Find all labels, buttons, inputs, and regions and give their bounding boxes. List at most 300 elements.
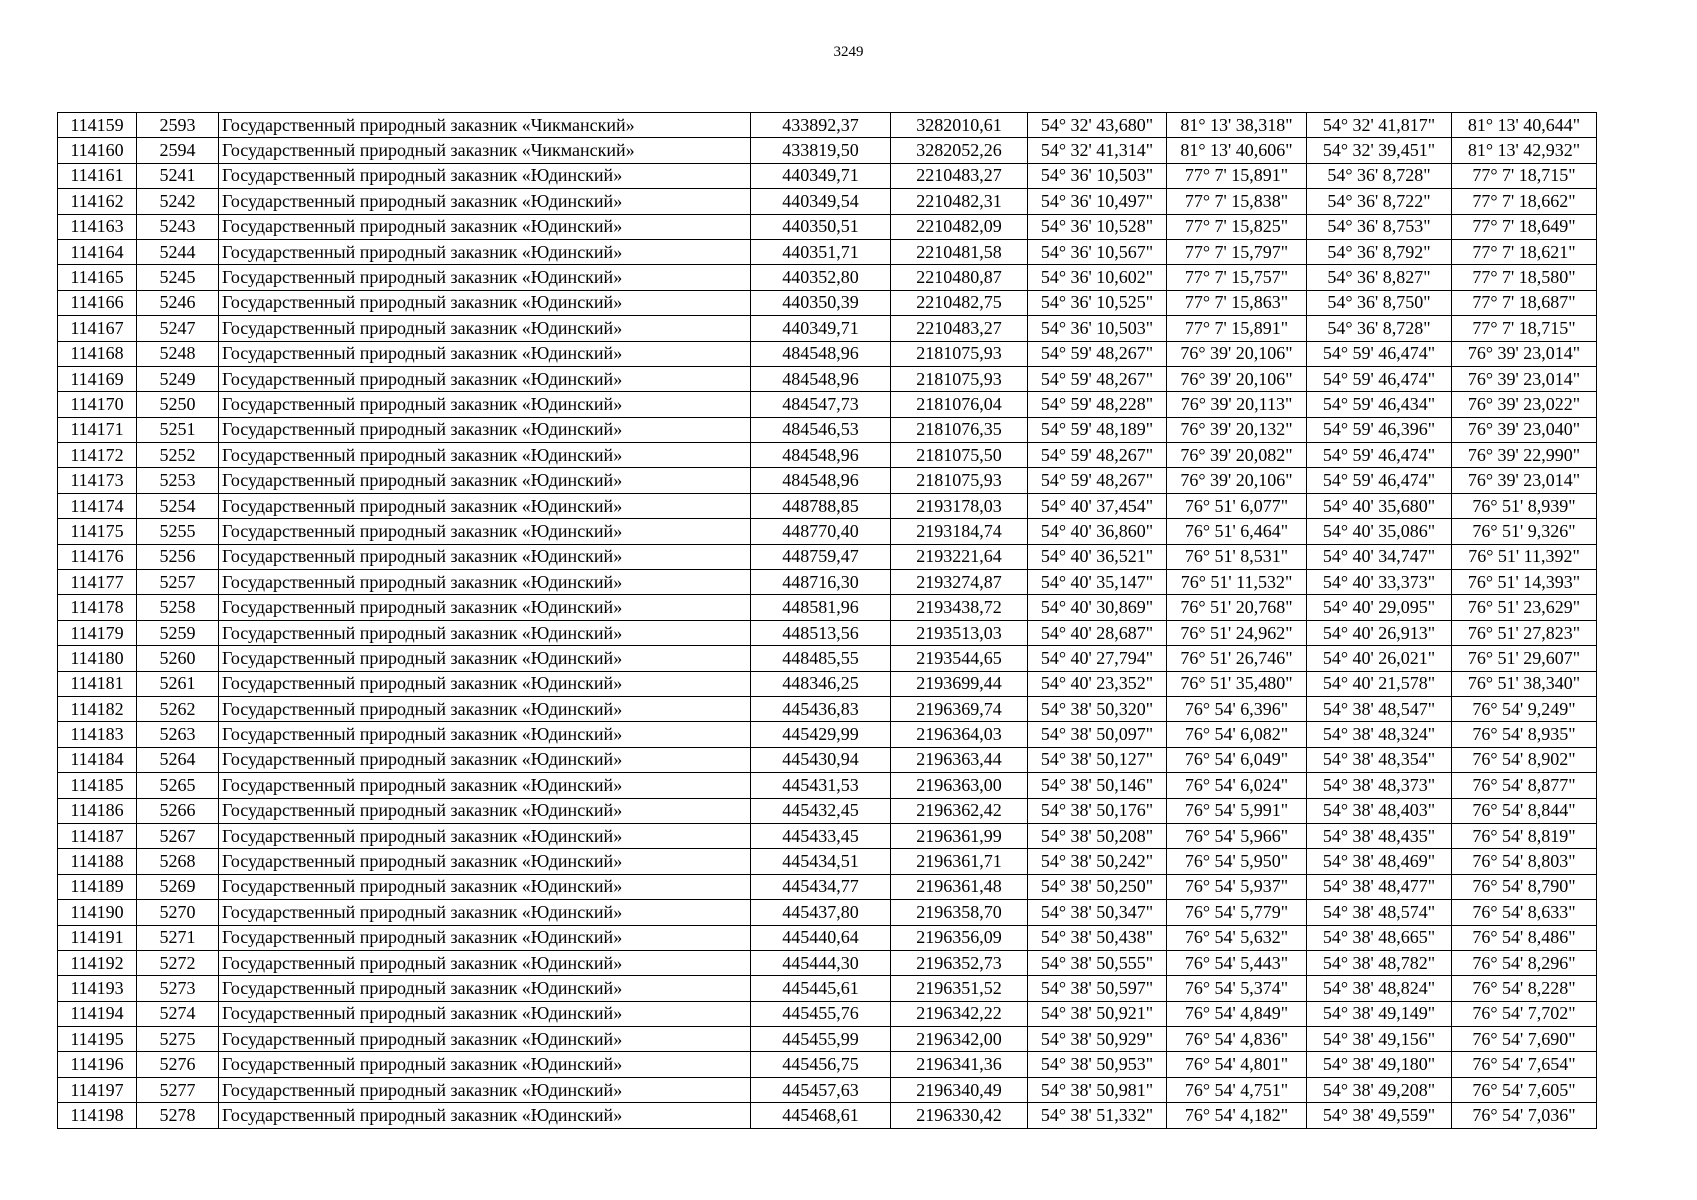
- point-number-cell: 5254: [137, 493, 219, 518]
- table-row: [58, 1001, 1597, 1026]
- y-coordinate-cell: 2193184,74: [891, 519, 1028, 544]
- y-coordinate-cell: 3282010,61: [891, 113, 1028, 138]
- x-coordinate-cell: 448581,96: [751, 595, 891, 620]
- point-number-cell: 5244: [137, 239, 219, 264]
- reserve-name-cell: Государственный природный заказник «Юдинский»: [219, 823, 751, 848]
- point-number-cell: 5243: [137, 214, 219, 239]
- reserve-name-cell: Государственный природный заказник «Юдинский»: [219, 646, 751, 671]
- latitude-2-cell: 54° 38' 48,665": [1307, 925, 1452, 950]
- x-coordinate-cell: 445457,63: [751, 1077, 891, 1102]
- table-row: [58, 976, 1597, 1001]
- latitude-2-cell: 54° 40' 35,680": [1307, 493, 1452, 518]
- longitude-2-cell: 76° 54' 8,790": [1452, 874, 1597, 899]
- y-coordinate-cell: 2196364,03: [891, 722, 1028, 747]
- x-coordinate-cell: 484548,96: [751, 341, 891, 366]
- x-coordinate-cell: 440349,71: [751, 163, 891, 188]
- record-id-cell: 114180: [58, 646, 137, 671]
- page-number: 3249: [833, 44, 864, 60]
- y-coordinate-cell: 2196341,36: [891, 1052, 1028, 1077]
- longitude-1-cell: 76° 54' 6,082": [1167, 722, 1307, 747]
- x-coordinate-cell: 445429,99: [751, 722, 891, 747]
- x-coordinate-cell: 440351,71: [751, 239, 891, 264]
- record-id-cell: 114190: [58, 900, 137, 925]
- longitude-1-cell: 76° 54' 5,374": [1167, 976, 1307, 1001]
- latitude-1-cell: 54° 40' 35,147": [1028, 570, 1167, 595]
- latitude-2-cell: 54° 38' 49,180": [1307, 1052, 1452, 1077]
- longitude-2-cell: 77° 7' 18,580": [1452, 265, 1597, 290]
- reserve-name-cell: Государственный природный заказник «Юдинский»: [219, 493, 751, 518]
- y-coordinate-cell: 2196363,00: [891, 773, 1028, 798]
- reserve-name-cell: Государственный природный заказник «Юдинский»: [219, 290, 751, 315]
- table-row: [58, 570, 1597, 595]
- latitude-2-cell: 54° 38' 48,435": [1307, 823, 1452, 848]
- latitude-2-cell: 54° 38' 48,574": [1307, 900, 1452, 925]
- x-coordinate-cell: 445456,75: [751, 1052, 891, 1077]
- latitude-2-cell: 54° 40' 29,095": [1307, 595, 1452, 620]
- longitude-1-cell: 76° 54' 5,779": [1167, 900, 1307, 925]
- reserve-name-cell: Государственный природный заказник «Юдинский»: [219, 595, 751, 620]
- longitude-1-cell: 76° 51' 8,531": [1167, 544, 1307, 569]
- reserve-name-cell: Государственный природный заказник «Юдинский»: [219, 976, 751, 1001]
- table-row: [58, 874, 1597, 899]
- table-row: [58, 620, 1597, 645]
- latitude-1-cell: 54° 32' 43,680": [1028, 113, 1167, 138]
- x-coordinate-cell: 445436,83: [751, 696, 891, 721]
- reserve-name-cell: Государственный природный заказник «Юдинский»: [219, 341, 751, 366]
- record-id-cell: 114195: [58, 1027, 137, 1052]
- table-row: [58, 366, 1597, 391]
- y-coordinate-cell: 2196361,71: [891, 849, 1028, 874]
- table-row: [58, 493, 1597, 518]
- y-coordinate-cell: 2193513,03: [891, 620, 1028, 645]
- latitude-1-cell: 54° 38' 50,250": [1028, 874, 1167, 899]
- y-coordinate-cell: 2210483,27: [891, 316, 1028, 341]
- table-row: [58, 1052, 1597, 1077]
- reserve-name-cell: Государственный природный заказник «Юдинский»: [219, 925, 751, 950]
- x-coordinate-cell: 445431,53: [751, 773, 891, 798]
- longitude-2-cell: 76° 54' 8,486": [1452, 925, 1597, 950]
- reserve-name-cell: Государственный природный заказник «Юдинский»: [219, 798, 751, 823]
- y-coordinate-cell: 2181076,04: [891, 392, 1028, 417]
- point-number-cell: 5274: [137, 1001, 219, 1026]
- longitude-1-cell: 76° 51' 20,768": [1167, 595, 1307, 620]
- table-row: [58, 519, 1597, 544]
- reserve-name-cell: Государственный природный заказник «Юдинский»: [219, 443, 751, 468]
- x-coordinate-cell: 448346,25: [751, 671, 891, 696]
- reserve-name-cell: Государственный природный заказник «Юдинский»: [219, 747, 751, 772]
- longitude-1-cell: 76° 54' 4,836": [1167, 1027, 1307, 1052]
- x-coordinate-cell: 445433,45: [751, 823, 891, 848]
- record-id-cell: 114191: [58, 925, 137, 950]
- x-coordinate-cell: 433892,37: [751, 113, 891, 138]
- point-number-cell: 5264: [137, 747, 219, 772]
- longitude-2-cell: 76° 39' 22,990": [1452, 443, 1597, 468]
- table-row: [58, 595, 1597, 620]
- table-row: [58, 443, 1597, 468]
- latitude-1-cell: 54° 40' 37,454": [1028, 493, 1167, 518]
- record-id-cell: 114186: [58, 798, 137, 823]
- reserve-name-cell: Государственный природный заказник «Юдинский»: [219, 163, 751, 188]
- y-coordinate-cell: 2196361,99: [891, 823, 1028, 848]
- reserve-name-cell: Государственный природный заказник «Юдинский»: [219, 950, 751, 975]
- point-number-cell: 5263: [137, 722, 219, 747]
- longitude-1-cell: 77° 7' 15,891": [1167, 163, 1307, 188]
- latitude-2-cell: 54° 59' 46,474": [1307, 341, 1452, 366]
- longitude-2-cell: 76° 39' 23,014": [1452, 341, 1597, 366]
- latitude-2-cell: 54° 38' 48,547": [1307, 696, 1452, 721]
- reserve-name-cell: Государственный природный заказник «Юдинский»: [219, 849, 751, 874]
- reserve-name-cell: Государственный природный заказник «Юдинский»: [219, 417, 751, 442]
- latitude-1-cell: 54° 38' 50,176": [1028, 798, 1167, 823]
- longitude-2-cell: 77° 7' 18,687": [1452, 290, 1597, 315]
- latitude-2-cell: 54° 38' 48,403": [1307, 798, 1452, 823]
- longitude-2-cell: 76° 51' 8,939": [1452, 493, 1597, 518]
- point-number-cell: 5246: [137, 290, 219, 315]
- table-row: [58, 722, 1597, 747]
- x-coordinate-cell: 445434,51: [751, 849, 891, 874]
- longitude-2-cell: 76° 39' 23,014": [1452, 366, 1597, 391]
- x-coordinate-cell: 445455,76: [751, 1001, 891, 1026]
- latitude-1-cell: 54° 38' 50,981": [1028, 1077, 1167, 1102]
- y-coordinate-cell: 2196369,74: [891, 696, 1028, 721]
- longitude-1-cell: 77° 7' 15,757": [1167, 265, 1307, 290]
- record-id-cell: 114168: [58, 341, 137, 366]
- reserve-name-cell: Государственный природный заказник «Юдинский»: [219, 189, 751, 214]
- longitude-1-cell: 81° 13' 38,318": [1167, 113, 1307, 138]
- latitude-2-cell: 54° 40' 33,373": [1307, 570, 1452, 595]
- point-number-cell: 5258: [137, 595, 219, 620]
- latitude-2-cell: 54° 36' 8,753": [1307, 214, 1452, 239]
- x-coordinate-cell: 484548,96: [751, 443, 891, 468]
- y-coordinate-cell: 2181075,93: [891, 341, 1028, 366]
- record-id-cell: 114173: [58, 468, 137, 493]
- latitude-1-cell: 54° 36' 10,525": [1028, 290, 1167, 315]
- point-number-cell: 5266: [137, 798, 219, 823]
- table-row: [58, 900, 1597, 925]
- table-row: [58, 773, 1597, 798]
- longitude-1-cell: 77° 7' 15,838": [1167, 189, 1307, 214]
- longitude-2-cell: 76° 54' 8,877": [1452, 773, 1597, 798]
- reserve-name-cell: Государственный природный заказник «Юдинский»: [219, 468, 751, 493]
- point-number-cell: 5245: [137, 265, 219, 290]
- x-coordinate-cell: 440349,54: [751, 189, 891, 214]
- record-id-cell: 114161: [58, 163, 137, 188]
- y-coordinate-cell: 2193221,64: [891, 544, 1028, 569]
- latitude-2-cell: 54° 36' 8,750": [1307, 290, 1452, 315]
- longitude-1-cell: 76° 54' 4,182": [1167, 1103, 1307, 1128]
- latitude-2-cell: 54° 59' 46,474": [1307, 443, 1452, 468]
- record-id-cell: 114178: [58, 595, 137, 620]
- record-id-cell: 114175: [58, 519, 137, 544]
- longitude-2-cell: 76° 51' 38,340": [1452, 671, 1597, 696]
- record-id-cell: 114171: [58, 417, 137, 442]
- table-row: [58, 468, 1597, 493]
- record-id-cell: 114189: [58, 874, 137, 899]
- longitude-2-cell: 77° 7' 18,715": [1452, 316, 1597, 341]
- longitude-1-cell: 77° 7' 15,863": [1167, 290, 1307, 315]
- reserve-name-cell: Государственный природный заказник «Юдинский»: [219, 671, 751, 696]
- latitude-2-cell: 54° 59' 46,474": [1307, 468, 1452, 493]
- latitude-2-cell: 54° 40' 35,086": [1307, 519, 1452, 544]
- x-coordinate-cell: 484546,53: [751, 417, 891, 442]
- latitude-1-cell: 54° 38' 50,953": [1028, 1052, 1167, 1077]
- longitude-1-cell: 77° 7' 15,825": [1167, 214, 1307, 239]
- y-coordinate-cell: 2193178,03: [891, 493, 1028, 518]
- reserve-name-cell: Государственный природный заказник «Юдинский»: [219, 722, 751, 747]
- x-coordinate-cell: 484548,96: [751, 468, 891, 493]
- latitude-1-cell: 54° 40' 36,860": [1028, 519, 1167, 544]
- point-number-cell: 5252: [137, 443, 219, 468]
- latitude-2-cell: 54° 38' 48,354": [1307, 747, 1452, 772]
- table-row: [58, 798, 1597, 823]
- x-coordinate-cell: 448759,47: [751, 544, 891, 569]
- point-number-cell: 5253: [137, 468, 219, 493]
- y-coordinate-cell: 2196351,52: [891, 976, 1028, 1001]
- longitude-1-cell: 76° 39' 20,132": [1167, 417, 1307, 442]
- record-id-cell: 114193: [58, 976, 137, 1001]
- longitude-2-cell: 76° 39' 23,040": [1452, 417, 1597, 442]
- table-row: [58, 1027, 1597, 1052]
- record-id-cell: 114182: [58, 696, 137, 721]
- record-id-cell: 114170: [58, 392, 137, 417]
- latitude-2-cell: 54° 38' 48,824": [1307, 976, 1452, 1001]
- y-coordinate-cell: 2196340,49: [891, 1077, 1028, 1102]
- longitude-1-cell: 76° 54' 6,024": [1167, 773, 1307, 798]
- x-coordinate-cell: 448788,85: [751, 493, 891, 518]
- reserve-name-cell: Государственный природный заказник «Юдинский»: [219, 1001, 751, 1026]
- table-row: [58, 341, 1597, 366]
- x-coordinate-cell: 445455,99: [751, 1027, 891, 1052]
- table-row: [58, 392, 1597, 417]
- latitude-2-cell: 54° 40' 34,747": [1307, 544, 1452, 569]
- table-row: [58, 113, 1597, 138]
- reserve-name-cell: Государственный природный заказник «Юдинский»: [219, 570, 751, 595]
- point-number-cell: 5270: [137, 900, 219, 925]
- point-number-cell: 5251: [137, 417, 219, 442]
- x-coordinate-cell: 484547,73: [751, 392, 891, 417]
- longitude-2-cell: 81° 13' 42,932": [1452, 138, 1597, 163]
- latitude-2-cell: 54° 36' 8,827": [1307, 265, 1452, 290]
- point-number-cell: 5248: [137, 341, 219, 366]
- record-id-cell: 114165: [58, 265, 137, 290]
- latitude-1-cell: 54° 32' 41,314": [1028, 138, 1167, 163]
- y-coordinate-cell: 3282052,26: [891, 138, 1028, 163]
- latitude-2-cell: 54° 40' 21,578": [1307, 671, 1452, 696]
- x-coordinate-cell: 440352,80: [751, 265, 891, 290]
- longitude-1-cell: 76° 54' 5,937": [1167, 874, 1307, 899]
- longitude-1-cell: 76° 39' 20,082": [1167, 443, 1307, 468]
- record-id-cell: 114169: [58, 366, 137, 391]
- latitude-1-cell: 54° 38' 50,146": [1028, 773, 1167, 798]
- latitude-2-cell: 54° 38' 48,782": [1307, 950, 1452, 975]
- latitude-2-cell: 54° 59' 46,474": [1307, 366, 1452, 391]
- longitude-2-cell: 76° 51' 14,393": [1452, 570, 1597, 595]
- y-coordinate-cell: 2196356,09: [891, 925, 1028, 950]
- table-row: [58, 239, 1597, 264]
- table-row: [58, 265, 1597, 290]
- record-id-cell: 114172: [58, 443, 137, 468]
- longitude-1-cell: 76° 54' 4,801": [1167, 1052, 1307, 1077]
- longitude-2-cell: 76° 54' 7,605": [1452, 1077, 1597, 1102]
- longitude-2-cell: 76° 54' 7,654": [1452, 1052, 1597, 1077]
- record-id-cell: 114196: [58, 1052, 137, 1077]
- latitude-2-cell: 54° 36' 8,728": [1307, 163, 1452, 188]
- point-number-cell: 5262: [137, 696, 219, 721]
- longitude-2-cell: 76° 51' 9,326": [1452, 519, 1597, 544]
- longitude-2-cell: 76° 54' 8,228": [1452, 976, 1597, 1001]
- latitude-1-cell: 54° 38' 50,555": [1028, 950, 1167, 975]
- point-number-cell: 5265: [137, 773, 219, 798]
- reserve-name-cell: Государственный природный заказник «Юдинский»: [219, 265, 751, 290]
- x-coordinate-cell: 445430,94: [751, 747, 891, 772]
- longitude-2-cell: 76° 54' 8,844": [1452, 798, 1597, 823]
- record-id-cell: 114198: [58, 1103, 137, 1128]
- point-number-cell: 5249: [137, 366, 219, 391]
- reserve-name-cell: Государственный природный заказник «Юдинский»: [219, 874, 751, 899]
- longitude-2-cell: 76° 54' 9,249": [1452, 696, 1597, 721]
- table-row: [58, 747, 1597, 772]
- latitude-1-cell: 54° 38' 50,438": [1028, 925, 1167, 950]
- longitude-2-cell: 76° 54' 8,902": [1452, 747, 1597, 772]
- reserve-name-cell: Государственный природный заказник «Юдинский»: [219, 620, 751, 645]
- table-row: [58, 1077, 1597, 1102]
- record-id-cell: 114188: [58, 849, 137, 874]
- longitude-2-cell: 76° 51' 29,607": [1452, 646, 1597, 671]
- record-id-cell: 114194: [58, 1001, 137, 1026]
- point-number-cell: 5273: [137, 976, 219, 1001]
- latitude-1-cell: 54° 36' 10,503": [1028, 316, 1167, 341]
- table-row: [58, 214, 1597, 239]
- latitude-1-cell: 54° 38' 51,332": [1028, 1103, 1167, 1128]
- record-id-cell: 114159: [58, 113, 137, 138]
- y-coordinate-cell: 2210481,58: [891, 239, 1028, 264]
- longitude-2-cell: 76° 54' 7,690": [1452, 1027, 1597, 1052]
- x-coordinate-cell: 484548,96: [751, 366, 891, 391]
- latitude-2-cell: 54° 36' 8,722": [1307, 189, 1452, 214]
- x-coordinate-cell: 445468,61: [751, 1103, 891, 1128]
- reserve-name-cell: Государственный природный заказник «Юдинский»: [219, 773, 751, 798]
- longitude-1-cell: 76° 54' 4,849": [1167, 1001, 1307, 1026]
- longitude-1-cell: 76° 51' 24,962": [1167, 620, 1307, 645]
- point-number-cell: 5242: [137, 189, 219, 214]
- point-number-cell: 2593: [137, 113, 219, 138]
- y-coordinate-cell: 2193274,87: [891, 570, 1028, 595]
- table-row: [58, 138, 1597, 163]
- reserve-name-cell: Государственный природный заказник «Юдинский»: [219, 519, 751, 544]
- longitude-2-cell: 76° 54' 8,803": [1452, 849, 1597, 874]
- record-id-cell: 114176: [58, 544, 137, 569]
- reserve-name-cell: Государственный природный заказник «Юдинский»: [219, 316, 751, 341]
- longitude-1-cell: 76° 51' 6,077": [1167, 493, 1307, 518]
- longitude-2-cell: 76° 39' 23,022": [1452, 392, 1597, 417]
- longitude-2-cell: 76° 54' 8,935": [1452, 722, 1597, 747]
- table-row: [58, 544, 1597, 569]
- longitude-2-cell: 76° 39' 23,014": [1452, 468, 1597, 493]
- latitude-1-cell: 54° 38' 50,242": [1028, 849, 1167, 874]
- record-id-cell: 114197: [58, 1077, 137, 1102]
- latitude-1-cell: 54° 40' 28,687": [1028, 620, 1167, 645]
- record-id-cell: 114164: [58, 239, 137, 264]
- latitude-1-cell: 54° 36' 10,528": [1028, 214, 1167, 239]
- y-coordinate-cell: 2210482,09: [891, 214, 1028, 239]
- latitude-1-cell: 54° 38' 50,208": [1028, 823, 1167, 848]
- longitude-2-cell: 76° 51' 23,629": [1452, 595, 1597, 620]
- longitude-2-cell: 76° 54' 8,633": [1452, 900, 1597, 925]
- longitude-1-cell: 76° 39' 20,113": [1167, 392, 1307, 417]
- reserve-name-cell: Государственный природный заказник «Юдинский»: [219, 366, 751, 391]
- record-id-cell: 114167: [58, 316, 137, 341]
- point-number-cell: 5275: [137, 1027, 219, 1052]
- record-id-cell: 114166: [58, 290, 137, 315]
- reserve-name-cell: Государственный природный заказник «Юдинский»: [219, 1103, 751, 1128]
- point-number-cell: 5250: [137, 392, 219, 417]
- x-coordinate-cell: 433819,50: [751, 138, 891, 163]
- longitude-1-cell: 77° 7' 15,891": [1167, 316, 1307, 341]
- latitude-2-cell: 54° 38' 49,156": [1307, 1027, 1452, 1052]
- longitude-1-cell: 76° 54' 5,950": [1167, 849, 1307, 874]
- longitude-2-cell: 76° 54' 8,296": [1452, 950, 1597, 975]
- point-number-cell: 5261: [137, 671, 219, 696]
- latitude-1-cell: 54° 40' 30,869": [1028, 595, 1167, 620]
- x-coordinate-cell: 445444,30: [751, 950, 891, 975]
- record-id-cell: 114181: [58, 671, 137, 696]
- latitude-2-cell: 54° 40' 26,913": [1307, 620, 1452, 645]
- y-coordinate-cell: 2181075,93: [891, 366, 1028, 391]
- latitude-2-cell: 54° 32' 39,451": [1307, 138, 1452, 163]
- point-number-cell: 5257: [137, 570, 219, 595]
- reserve-name-cell: Государственный природный заказник «Юдинский»: [219, 392, 751, 417]
- record-id-cell: 114179: [58, 620, 137, 645]
- record-id-cell: 114187: [58, 823, 137, 848]
- x-coordinate-cell: 448770,40: [751, 519, 891, 544]
- y-coordinate-cell: 2193544,65: [891, 646, 1028, 671]
- y-coordinate-cell: 2193438,72: [891, 595, 1028, 620]
- latitude-1-cell: 54° 59' 48,189": [1028, 417, 1167, 442]
- reserve-name-cell: Государственный природный заказник «Чикманский»: [219, 138, 751, 163]
- coordinates-table: [57, 112, 1597, 1129]
- point-number-cell: 5269: [137, 874, 219, 899]
- reserve-name-cell: Государственный природный заказник «Юдинский»: [219, 1077, 751, 1102]
- latitude-1-cell: 54° 36' 10,602": [1028, 265, 1167, 290]
- latitude-2-cell: 54° 36' 8,792": [1307, 239, 1452, 264]
- latitude-1-cell: 54° 38' 50,127": [1028, 747, 1167, 772]
- latitude-2-cell: 54° 38' 48,477": [1307, 874, 1452, 899]
- longitude-2-cell: 76° 51' 11,392": [1452, 544, 1597, 569]
- latitude-1-cell: 54° 38' 50,597": [1028, 976, 1167, 1001]
- y-coordinate-cell: 2181075,93: [891, 468, 1028, 493]
- point-number-cell: 5259: [137, 620, 219, 645]
- latitude-1-cell: 54° 40' 36,521": [1028, 544, 1167, 569]
- longitude-2-cell: 77° 7' 18,649": [1452, 214, 1597, 239]
- point-number-cell: 5277: [137, 1077, 219, 1102]
- x-coordinate-cell: 445434,77: [751, 874, 891, 899]
- latitude-2-cell: 54° 38' 49,149": [1307, 1001, 1452, 1026]
- x-coordinate-cell: 440350,39: [751, 290, 891, 315]
- table-row: [58, 163, 1597, 188]
- longitude-2-cell: 77° 7' 18,715": [1452, 163, 1597, 188]
- latitude-1-cell: 54° 38' 50,921": [1028, 1001, 1167, 1026]
- x-coordinate-cell: 440349,71: [751, 316, 891, 341]
- reserve-name-cell: Государственный природный заказник «Юдинский»: [219, 1027, 751, 1052]
- y-coordinate-cell: 2181076,35: [891, 417, 1028, 442]
- x-coordinate-cell: 448485,55: [751, 646, 891, 671]
- table-body: [58, 113, 1597, 1129]
- reserve-name-cell: Государственный природный заказник «Юдинский»: [219, 1052, 751, 1077]
- y-coordinate-cell: 2181075,50: [891, 443, 1028, 468]
- table-row: [58, 417, 1597, 442]
- point-number-cell: 5272: [137, 950, 219, 975]
- record-id-cell: 114184: [58, 747, 137, 772]
